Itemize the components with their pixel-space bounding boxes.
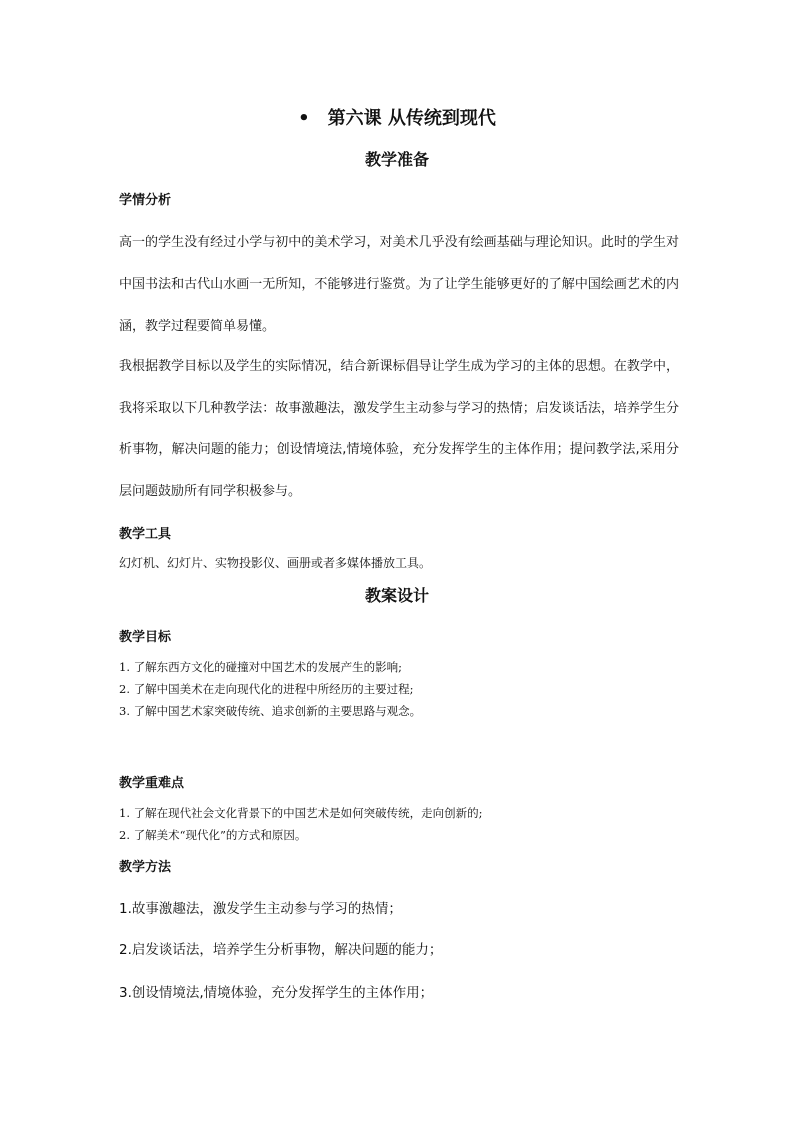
section-heading-preparation: 教学准备 <box>364 150 429 169</box>
difficulty-item-2: 2. 了解美术“现代化”的方式和原因。 <box>119 828 307 842</box>
situation-paragraph-1: 高一的学生没有经过小学与初中的美术学习，对美术几乎没有绘画基础与理论知识。此时的学生对中国书法和古代山水画一无所知，不能够进行鉴赏。为了让学生能够更好的了解中国绘画艺术的内涵，教学过程要简单易懂。 <box>119 235 679 334</box>
teaching-tools-text: 幻灯机、幻灯片、实物投影仪、画册或者多媒体播放工具。 <box>119 556 432 570</box>
goal-item-3: 3. 了解中国艺术家突破传统、追求创新的主要思路与观念。 <box>119 704 422 718</box>
heading-situation-analysis: 学情分析 <box>119 193 172 208</box>
goal-item-2: 2. 了解中国美术在走向现代化的进程中所经历的主要过程; <box>119 682 414 696</box>
heading-teaching-goals: 教学目标 <box>119 630 172 645</box>
difficulty-item-1: 1. 了解在现代社会文化背景下的中国艺术是如何突破传统，走向创新的; <box>119 806 483 820</box>
heading-key-difficulties: 教学重难点 <box>119 776 185 791</box>
lesson-title-text: 第六课 从传统到现代 <box>327 108 496 129</box>
situation-paragraph-2: 我根据教学目标以及学生的实际情况，结合新课标倡导让学生成为学习的主体的思想。在教学中，我将采取以下几种教学法：故事激趣法，激发学生主动参与学习的热情；启发谈话法，培养学生分析事物，解决问题的能力；创设情境法,情境体验，充分发挥学生的主体作用；提问教学法,采用分层问题鼓励所有同学积极参与。 <box>119 359 679 499</box>
heading-teaching-methods: 教学方法 <box>119 860 172 875</box>
method-item-3: 3.创设情境法,情境体验，充分发挥学生的主体作用； <box>119 985 434 1001</box>
title-bullet: • <box>298 108 310 129</box>
method-item-1: 1.故事激趣法，激发学生主动参与学习的热情； <box>119 901 402 917</box>
section-heading-lesson-design: 教案设计 <box>364 586 429 605</box>
goal-item-1: 1. 了解东西方文化的碰撞对中国艺术的发展产生的影响; <box>119 660 402 674</box>
method-item-2: 2.启发谈话法，培养学生分析事物，解决问题的能力； <box>119 942 443 958</box>
heading-teaching-tools: 教学工具 <box>119 527 172 542</box>
lesson-title <box>0 106 794 132</box>
